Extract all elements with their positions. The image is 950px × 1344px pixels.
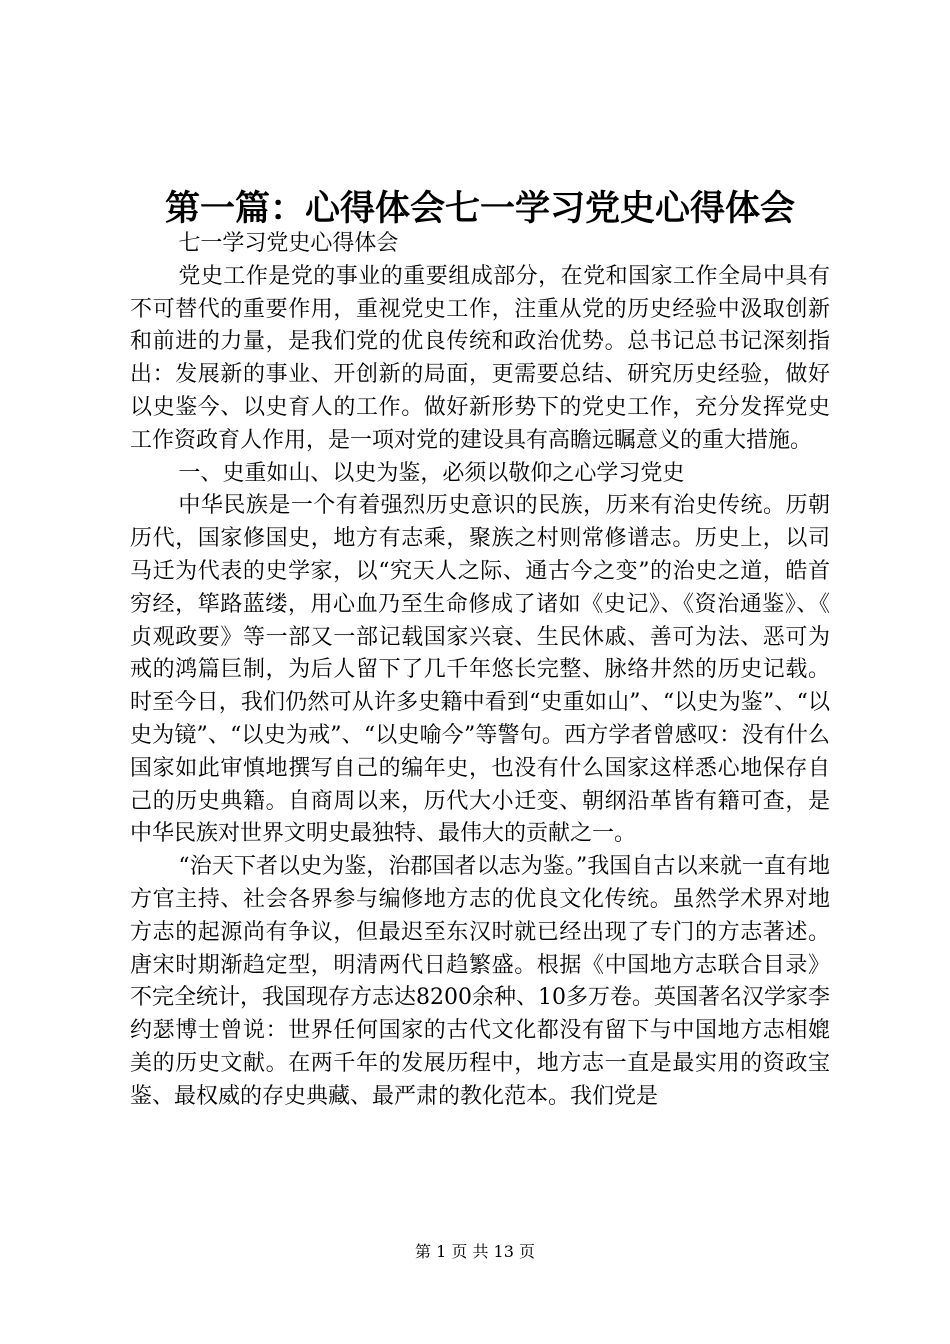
page-number-footer: 第 1 页 共 13 页: [415, 1242, 535, 1261]
document-body: [130, 228, 830, 1114]
body-paragraph: 党史工作是党的事业的重要组成部分，在党和国家工作全局中具有不可替代的重要作用，重视党史工作，注重从党的历史经验中汲取创新和前进的力量，是我们党的优良传统和政治优势。总书记总书记深刻指出：发展新的事业、开创新的局面，更需要总结、研究历史经验，做好以史鉴今、以史育人的工作。做好新形势下的党史工作，充分发挥党史工作资政育人作用，是一项对党的建设具有高瞻远瞩意义的重大措施。: [130, 263, 830, 453]
body-paragraph: “治天下者以史为鉴，治郡国者以志为鉴。”我国自古以来就一直有地方官主持、社会各界参与编修地方志的优良文化传统。虽然学术界对地方志的起源尚有争议，但最迟至东汉时就已经出现了专门的方志著述。唐宋时期渐趋定型，明清两代日趋繁盛。根据《中国地方志联合目录》不完全统计，我国现存方志达8200余种、10多万卷。英国著名汉学家李约瑟博士曾说：世界任何国家的古代文化都没有留下与中国地方志相媲美的历史文献。在两千年的发展历程中，地方志一直是最实用的资政宝鉴、最权威的存史典藏、最严肃的教化范本。我们党是: [130, 854, 830, 1109]
section-heading: 一、史重如山、以史为鉴，必须以敬仰之心学习党史: [178, 460, 685, 486]
body-paragraph: 中华民族是一个有着强烈历史意识的民族，历来有治史传统。历朝历代，国家修国史，地方有志乘，聚族之村则常修谱志。历史上，以司马迁为代表的史学家，以“究天人之际、通古今之变”的治史之道，皓首穷经，筚路蓝缕，用心血乃至生命修成了诸如《史记》、《资治通鉴》、《贞观政要》等一部又一部记载国家兴衰、生民休戚、善可为法、恶可为戒的鸿篇巨制，为后人留下了几千年悠长完整、脉络井然的历史记载。时至今日，我们仍然可从许多史籍中看到“史重如山”、“以史为鉴”、“以史为镜”、“以史为戒”、“以史喻今”等警句。西方学者曾感叹：没有什么国家如此审慎地撰写自己的编年史，也没有什么国家这样悉心地保存自己的历史典籍。自商周以来，历代大小迁变、朝纲沿革皆有籍可查，是中华民族对世界文明史最独特、最伟大的贡献之一。: [130, 493, 830, 847]
document-title: 第一篇：心得体会七一学习党史心得体会: [164, 188, 795, 229]
subtitle-paragraph: 七一学习党史心得体会: [178, 231, 399, 256]
